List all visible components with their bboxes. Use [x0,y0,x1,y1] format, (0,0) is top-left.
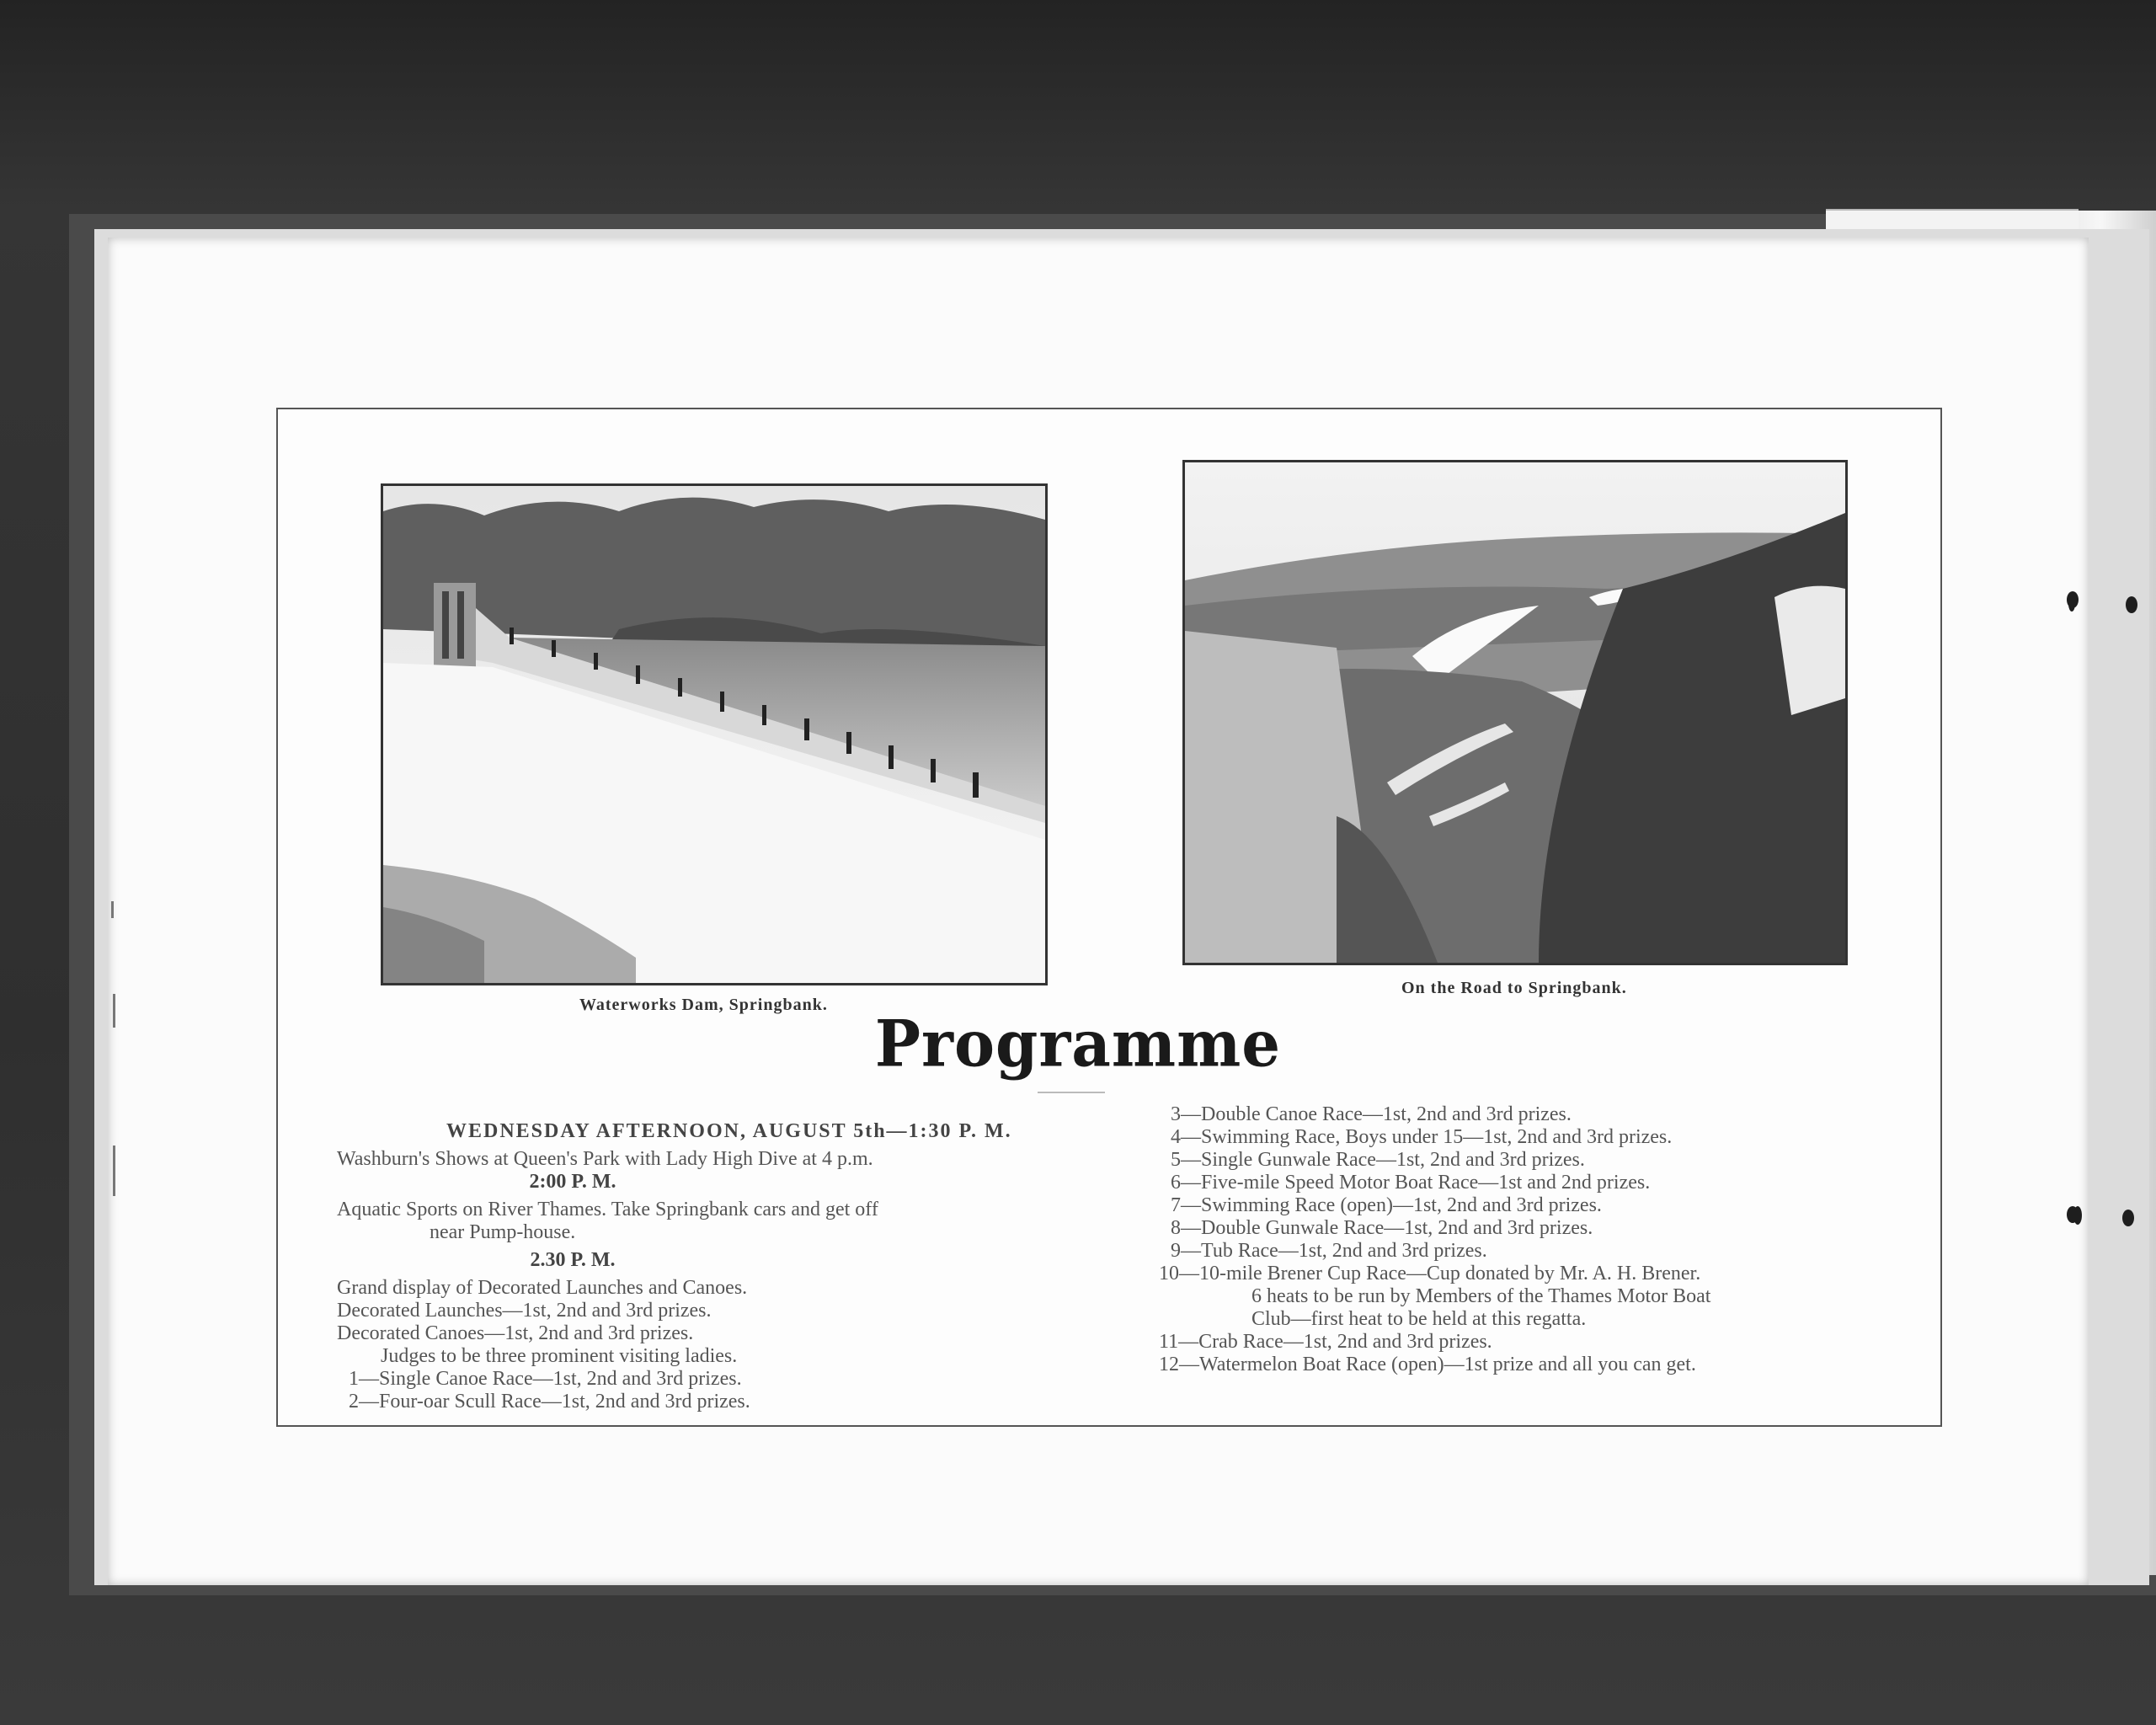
programme-item: 4—Swimming Race, Boys under 15—1st, 2nd and 3rd prizes. [1171,1126,1673,1148]
binding-hole-icon [2068,596,2075,611]
programme-item: 9—Tub Race—1st, 2nd and 3rd prizes. [1171,1240,1487,1262]
time-heading: 2:00 P. M. [529,1171,616,1193]
time-heading: 2.30 P. M. [530,1249,616,1271]
schedule-heading: WEDNESDAY AFTERNOON, AUGUST 5th—1:30 P. M. [446,1120,1012,1142]
programme-item-continuation: Club—first heat to be held at this regatta. [1251,1308,1587,1330]
programme-line: Decorated Launches—1st, 2nd and 3rd prizes. [337,1300,712,1322]
title-divider [1038,1092,1105,1093]
programme-right-column [1159,1103,1951,1376]
programme-line: Grand display of Decorated Launches and Canoes. [337,1277,748,1299]
programme-left-column [337,1120,1112,1413]
programme-item: 12—Watermelon Boat Race (open)—1st prize and all you can get. [1159,1354,1696,1375]
photo-waterworks-dam [381,483,1048,985]
binding-hole-icon [2126,596,2137,613]
programme-line: Aquatic Sports on River Thames. Take Springbank cars and get off [337,1199,878,1220]
programme-item: 3—Double Canoe Race—1st, 2nd and 3rd prizes. [1171,1103,1572,1125]
programme-item: 7—Swimming Race (open)—1st, 2nd and 3rd prizes. [1171,1194,1602,1216]
programme-item: 2—Four-oar Scull Race—1st, 2nd and 3rd prizes. [349,1391,750,1413]
photo-caption-left: Waterworks Dam, Springbank. [579,996,828,1014]
dam-photo-illustration [383,486,1045,983]
programme-line: Washburn's Shows at Queen's Park with Lady High Dive at 4 p.m. [337,1148,873,1170]
programme-item: 6—Five-mile Speed Motor Boat Race—1st and 2nd prizes. [1171,1172,1651,1194]
binding-hole-icon [2073,1206,2082,1225]
programme-line: Judges to be three prominent visiting ladies. [381,1345,738,1367]
programme-item: 8—Double Gunwale Race—1st, 2nd and 3rd prizes. [1171,1217,1593,1239]
binding-hole-icon [2122,1210,2134,1226]
programme-item: 5—Single Gunwale Race—1st, 2nd and 3rd prizes. [1171,1149,1585,1171]
photo-road-to-springbank [1182,460,1848,965]
programme-item: 10—10-mile Brener Cup Race—Cup donated by Mr. A. H. Brener. [1159,1263,1701,1284]
photo-caption-right: On the Road to Springbank. [1401,979,1627,997]
page-title: Programme [874,1005,1282,1081]
programme-item-continuation: 6 heats to be run by Members of the Thames Motor Boat [1251,1285,1711,1307]
programme-line: near Pump-house. [430,1221,576,1243]
programme-item: 1—Single Canoe Race—1st, 2nd and 3rd prizes. [349,1368,742,1390]
programme-item: 11—Crab Race—1st, 2nd and 3rd prizes. [1159,1331,1492,1353]
programme-line: Decorated Canoes—1st, 2nd and 3rd prizes. [337,1322,694,1344]
scan-mark [111,901,114,918]
road-photo-illustration [1185,462,1845,963]
scan-mark [113,1146,115,1196]
